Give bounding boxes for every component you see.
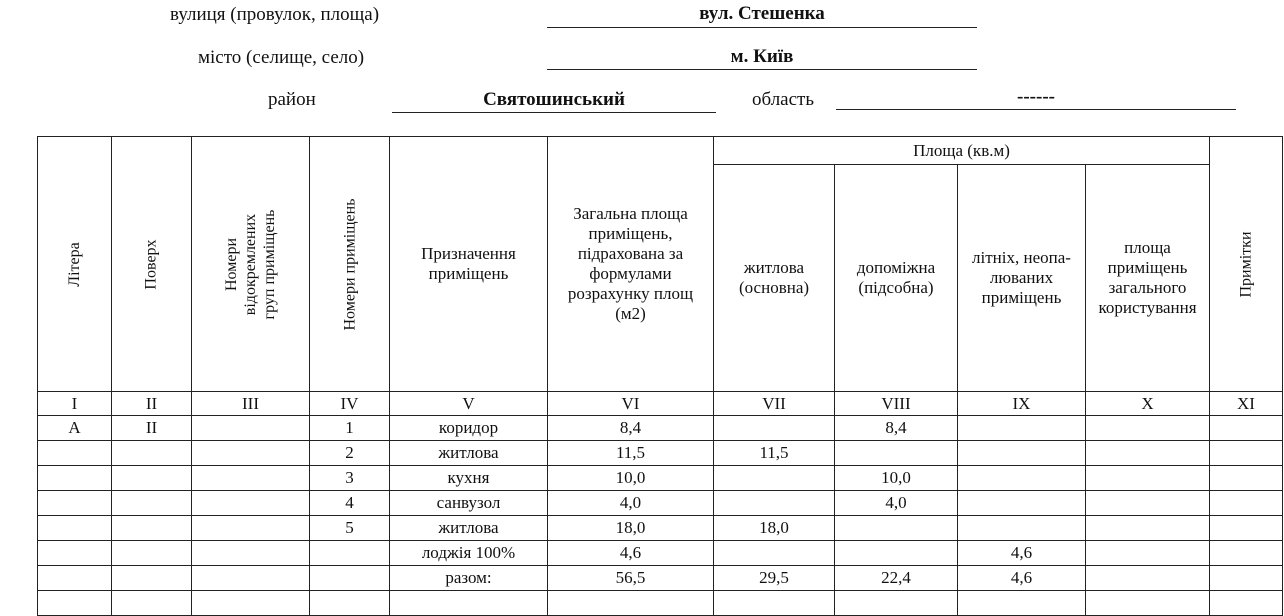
table-row <box>38 541 1283 566</box>
street-value: вул. Стешенка <box>699 3 825 24</box>
table-cell <box>38 441 112 466</box>
table-cell: житлова <box>390 516 548 541</box>
table-row <box>38 516 1283 541</box>
table-cell: житлова <box>390 441 548 466</box>
table-cell: 4,6 <box>548 541 714 566</box>
table-cell <box>835 516 958 541</box>
table-cell <box>192 591 310 616</box>
table-cell: 8,4 <box>548 416 714 441</box>
table-row <box>38 441 1283 466</box>
table-cell <box>835 591 958 616</box>
roman-cell: VII <box>714 392 835 416</box>
table-cell: 4,6 <box>958 566 1086 591</box>
district-label: район <box>268 89 316 110</box>
table-cell: санвузол <box>390 491 548 516</box>
district-value: Святошинський <box>483 89 625 110</box>
explication-table <box>37 136 1283 616</box>
table-cell <box>192 416 310 441</box>
table-cell: 4,6 <box>958 541 1086 566</box>
header-notes: Примітки <box>1210 137 1283 392</box>
table-cell: А <box>38 416 112 441</box>
district-underline <box>392 112 716 113</box>
header-summer: літніх, неопа-люваних приміщень <box>958 165 1086 392</box>
table-cell <box>310 541 390 566</box>
table-cell <box>1086 591 1210 616</box>
table-cell <box>958 441 1086 466</box>
region-value: ------ <box>1017 86 1055 107</box>
table-cell: 11,5 <box>548 441 714 466</box>
header-common: площа приміщень загального користування <box>1086 165 1210 392</box>
table-cell: 22,4 <box>835 566 958 591</box>
table-cell <box>390 591 548 616</box>
table-row <box>38 491 1283 516</box>
table-cell: 4 <box>310 491 390 516</box>
table-cell <box>38 466 112 491</box>
table-row <box>38 466 1283 491</box>
table-cell <box>1210 441 1283 466</box>
table-cell: 3 <box>310 466 390 491</box>
table-cell <box>1086 466 1210 491</box>
table-cell <box>38 566 112 591</box>
roman-cell: IX <box>958 392 1086 416</box>
table-cell <box>1086 566 1210 591</box>
region-underline <box>836 109 1236 110</box>
table-cell <box>112 516 192 541</box>
table-cell <box>192 516 310 541</box>
table-cell: 1 <box>310 416 390 441</box>
table-cell: 18,0 <box>714 516 835 541</box>
header-area-group: Площа (кв.м) <box>714 137 1210 165</box>
table-cell <box>835 541 958 566</box>
street-label: вулиця (провулок, площа) <box>170 4 380 25</box>
table-cell <box>714 491 835 516</box>
table-cell <box>714 591 835 616</box>
table-cell <box>38 516 112 541</box>
table-cell <box>958 591 1086 616</box>
table-cell: разом: <box>390 566 548 591</box>
header-rooms: Номери приміщень <box>310 137 390 392</box>
table-cell <box>1210 416 1283 441</box>
roman-cell: IV <box>310 392 390 416</box>
table-cell: 2 <box>310 441 390 466</box>
table-cell: 29,5 <box>714 566 835 591</box>
table-cell <box>112 491 192 516</box>
table-cell <box>1086 516 1210 541</box>
header-purpose: Призначення приміщень <box>390 137 548 392</box>
table-cell: 10,0 <box>548 466 714 491</box>
city-label: місто (селище, село) <box>198 47 365 68</box>
table-cell <box>1086 416 1210 441</box>
table-cell: II <box>112 416 192 441</box>
city-underline <box>547 69 977 70</box>
table-cell <box>112 591 192 616</box>
roman-numeral-row <box>38 392 1283 416</box>
table-cell <box>192 441 310 466</box>
roman-cell: X <box>1086 392 1210 416</box>
table-cell <box>714 541 835 566</box>
header-poverkh: Поверх <box>112 137 192 392</box>
table-cell: 4,0 <box>548 491 714 516</box>
table-cell <box>1086 441 1210 466</box>
table-cell: 18,0 <box>548 516 714 541</box>
table-cell <box>1210 591 1283 616</box>
table-cell <box>1086 541 1210 566</box>
table-row <box>38 566 1283 591</box>
table-cell <box>112 541 192 566</box>
header-living: житлова (основна) <box>714 165 835 392</box>
street-underline <box>547 27 977 28</box>
table-cell: коридор <box>390 416 548 441</box>
table-cell <box>548 591 714 616</box>
header-litera: Літера <box>38 137 112 392</box>
table-cell: 11,5 <box>714 441 835 466</box>
table-cell <box>958 416 1086 441</box>
table-cell <box>1210 516 1283 541</box>
roman-cell: III <box>192 392 310 416</box>
region-label: область <box>752 89 815 110</box>
table-cell: 4,0 <box>835 491 958 516</box>
table-cell <box>835 441 958 466</box>
table-cell <box>958 466 1086 491</box>
table-cell <box>1210 566 1283 591</box>
roman-cell: V <box>390 392 548 416</box>
table-cell <box>38 541 112 566</box>
roman-cell: VIII <box>835 392 958 416</box>
table-cell <box>1086 491 1210 516</box>
table-cell <box>310 591 390 616</box>
table-cell <box>112 566 192 591</box>
table-cell: 8,4 <box>835 416 958 441</box>
header-auxiliary: допоміжна (підсобна) <box>835 165 958 392</box>
table-cell <box>112 441 192 466</box>
table-cell: лоджія 100% <box>390 541 548 566</box>
table-cell <box>192 466 310 491</box>
roman-cell: XI <box>1210 392 1283 416</box>
table-cell <box>714 466 835 491</box>
table-cell <box>112 466 192 491</box>
table-cell <box>1210 491 1283 516</box>
table-cell <box>38 491 112 516</box>
table-cell <box>958 491 1086 516</box>
table-cell <box>1210 541 1283 566</box>
header-total: Загальна площа приміщень, підрахована за формулами розрахунку площ (м2) <box>548 137 714 392</box>
table-cell: кухня <box>390 466 548 491</box>
table-row <box>38 591 1283 616</box>
table-cell: 10,0 <box>835 466 958 491</box>
table-cell: 56,5 <box>548 566 714 591</box>
roman-cell: VI <box>548 392 714 416</box>
table-cell <box>38 591 112 616</box>
roman-cell: I <box>38 392 112 416</box>
table-cell <box>310 566 390 591</box>
table-row <box>38 416 1283 441</box>
roman-cell: II <box>112 392 192 416</box>
table-cell <box>192 541 310 566</box>
table-cell <box>958 516 1086 541</box>
table-cell: 5 <box>310 516 390 541</box>
table-cell <box>714 416 835 441</box>
table-cell <box>1210 466 1283 491</box>
table-cell <box>192 491 310 516</box>
city-value: м. Київ <box>730 46 794 67</box>
header-groups: Номери відокремлених груп приміщень <box>192 137 310 392</box>
table-cell <box>192 566 310 591</box>
